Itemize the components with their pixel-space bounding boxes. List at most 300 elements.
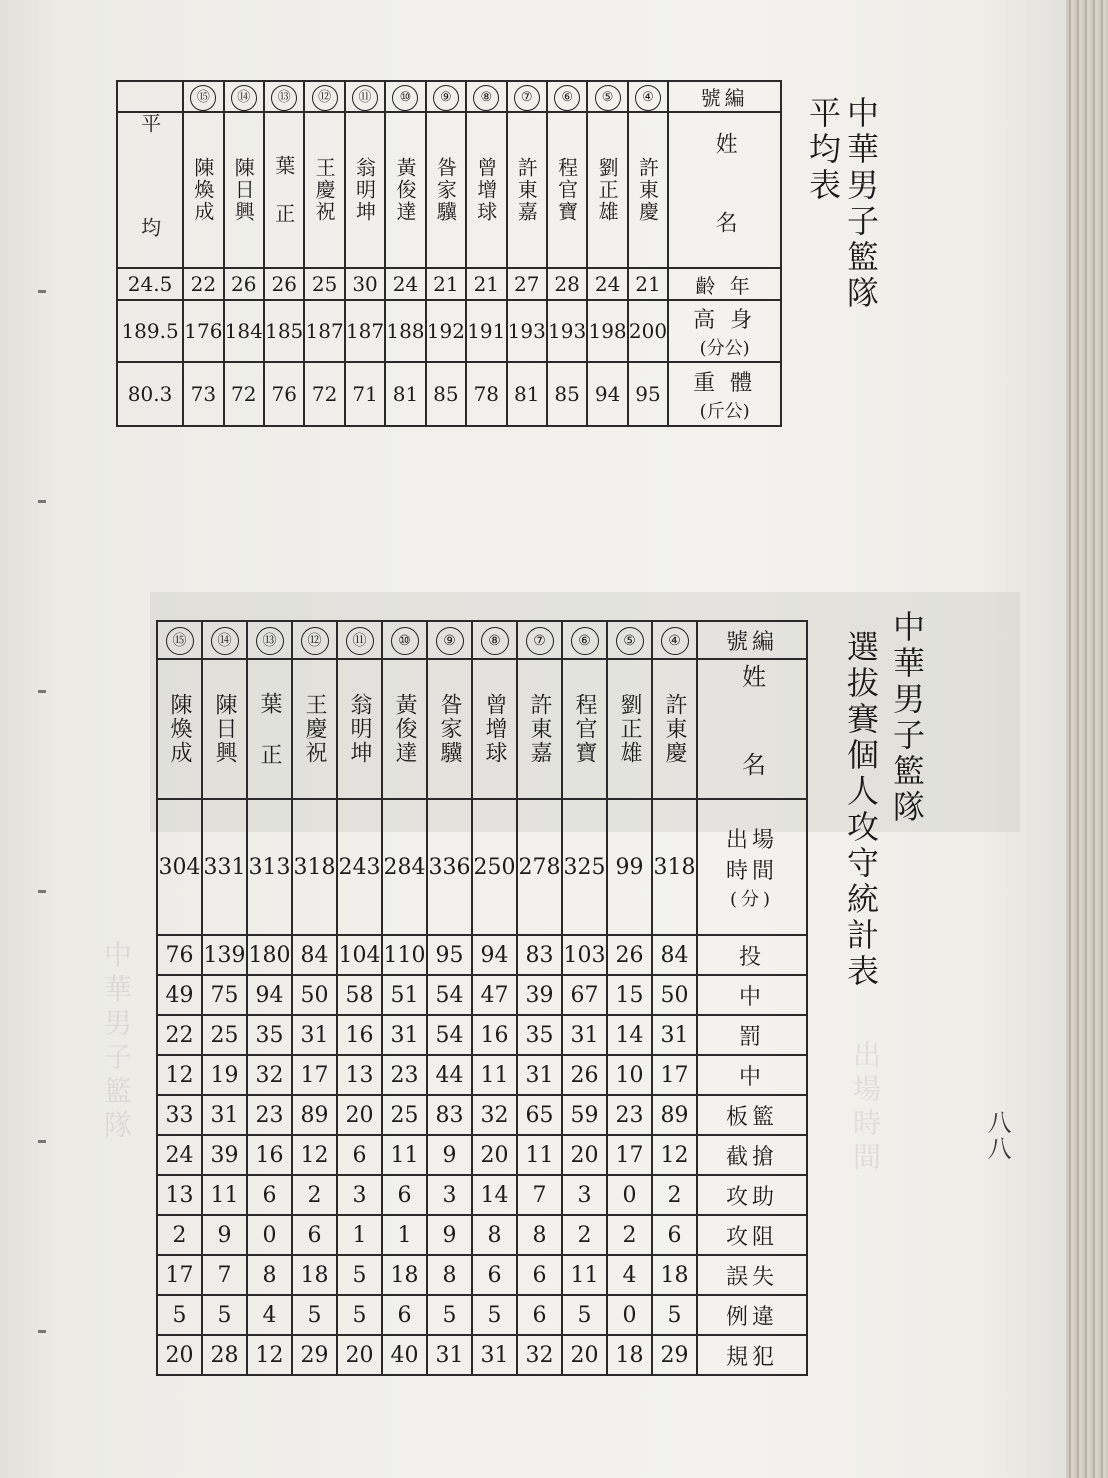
table2-stat-cell: 318 [652, 799, 697, 935]
table2-stat-cell: 2 [652, 1175, 697, 1215]
table2-stat-cell: 9 [427, 1215, 472, 1255]
table2-row-label-cell [697, 1055, 807, 1095]
table2-stat-cell: 2 [607, 1215, 652, 1255]
table1-title-line2: 平均表 [804, 96, 842, 204]
table2-stat-cell: 20 [337, 1335, 382, 1375]
table2-stat-cell: 6 [382, 1295, 427, 1335]
table2-name-label-cell [697, 659, 807, 799]
table2-row-label-cell [697, 975, 807, 1015]
table1-player-number-cell [183, 81, 223, 112]
table2-stat-cell: 29 [292, 1335, 337, 1375]
table2-stat-cell: 6 [472, 1255, 517, 1295]
player-number: ④ [661, 627, 689, 655]
table2-stat-cell: 35 [517, 1015, 562, 1055]
table2-stat-cell: 65 [517, 1095, 562, 1135]
table1-weight-cell: 72 [224, 362, 264, 426]
table1-height-cell: 187 [345, 300, 385, 362]
table2-stat-cell: 18 [382, 1255, 427, 1295]
table1-title-line1: 中華男子籃隊 [842, 96, 880, 312]
table2-stat-cell: 32 [517, 1335, 562, 1375]
table1-name-label: 姓 名 [712, 131, 738, 249]
page-edges [1066, 0, 1108, 1478]
table1-weight-cell: 85 [426, 362, 466, 426]
table1-weight-cell: 81 [507, 362, 547, 426]
table1-weight-unit: (斤公) [699, 400, 750, 422]
player-name: 陳日興 [212, 693, 237, 765]
table1-age-cell: 30 [345, 268, 385, 300]
table2-stat-cell: 6 [517, 1295, 562, 1335]
table2-stat-cell: 8 [517, 1215, 562, 1255]
table1-age-row [117, 268, 781, 300]
player-name: 昝家驥 [433, 157, 458, 223]
table2-stat-cell: 49 [157, 975, 202, 1015]
binding-stitch [38, 690, 46, 693]
table2-stat-cell: 32 [247, 1055, 292, 1095]
table2-title-line2: 選拔賽個人攻守統計表 [842, 630, 880, 990]
table2-stat-cell: 26 [607, 935, 652, 975]
player-name: 許東嘉 [514, 157, 539, 223]
table2-stat-cell: 6 [517, 1255, 562, 1295]
table2-row-label-cell [697, 1335, 807, 1375]
row-label: 攻阻 [725, 1224, 778, 1250]
table2-stat-cell: 54 [427, 975, 472, 1015]
table2-stat-cell: 83 [427, 1095, 472, 1135]
table1-player-name-cell [183, 112, 223, 268]
table2-stat-cell: 20 [337, 1095, 382, 1135]
table1-height-cell: 200 [628, 300, 668, 362]
player-number: ⑮ [166, 627, 194, 655]
binding-stitch [38, 1330, 46, 1333]
table2-stat-cell: 243 [337, 799, 382, 935]
player-name: 葉 正 [257, 691, 282, 767]
table2-player-name-cell [652, 659, 697, 799]
table2-stat-cell: 331 [202, 799, 247, 935]
player-name: 曾增球 [482, 693, 507, 765]
table2-stat-row [157, 799, 807, 935]
table2-stat-cell: 0 [607, 1175, 652, 1215]
row-label: 板籃 [725, 1104, 778, 1130]
table2-stat-cell: 47 [472, 975, 517, 1015]
table2-row-label-cell [697, 1135, 807, 1175]
average-table [116, 80, 782, 427]
table2-stat-cell: 3 [337, 1175, 382, 1215]
row-label: 例違 [725, 1304, 778, 1330]
table2-player-name-cell [607, 659, 652, 799]
table2-player-name-cell [292, 659, 337, 799]
table2-stat-row [157, 975, 807, 1015]
table1-player-name-cell [628, 112, 668, 268]
player-number: ⑭ [231, 85, 257, 111]
row-label: 中 [738, 1064, 765, 1090]
table1-name-label-cell [668, 112, 781, 268]
table2-stat-cell: 67 [562, 975, 607, 1015]
player-number: ⑦ [514, 85, 540, 111]
table2-player-number-cell [292, 621, 337, 659]
player-number: ⑬ [271, 85, 297, 111]
table2-stat-cell: 11 [472, 1055, 517, 1095]
table2-row-label-cell [697, 1255, 807, 1295]
table2-stat-cell: 75 [202, 975, 247, 1015]
table2-stat-cell: 8 [247, 1255, 292, 1295]
table2-stat-cell: 0 [607, 1295, 652, 1335]
table2-stat-cell: 4 [607, 1255, 652, 1295]
binding-stitch [38, 890, 46, 893]
table2-stat-cell: 18 [292, 1255, 337, 1295]
table2-stat-cell: 15 [607, 975, 652, 1015]
table2-stat-cell: 89 [652, 1095, 697, 1135]
table2-stat-cell: 2 [562, 1215, 607, 1255]
table2-stat-cell: 9 [427, 1135, 472, 1175]
bleed-through-text: 出場時間 [849, 1040, 882, 1176]
table2-player-number-cell [157, 621, 202, 659]
player-name: 王慶祝 [312, 157, 337, 223]
table2-stat-cell: 5 [652, 1295, 697, 1335]
player-name: 昝家驥 [437, 693, 462, 765]
table1-player-number-cell [587, 81, 627, 112]
table2-stat-cell: 250 [472, 799, 517, 935]
table2-row-label-cell [697, 1095, 807, 1135]
table1-player-name-cell [224, 112, 264, 268]
player-number: ⑧ [481, 627, 509, 655]
table2-stat-cell: 4 [247, 1295, 292, 1335]
table2-stat-cell: 1 [382, 1215, 427, 1255]
table1-player-name-cell [426, 112, 466, 268]
row-label-unit: (分) [729, 889, 775, 910]
table2-player-name-cell [382, 659, 427, 799]
table2-stat-cell: 18 [652, 1255, 697, 1295]
table2-stat-row [157, 1015, 807, 1055]
table1-player-number-cell [426, 81, 466, 112]
table2-player-name-cell [472, 659, 517, 799]
table2-stat-cell: 31 [517, 1055, 562, 1095]
table2-number-row [157, 621, 807, 659]
player-number: ⑪ [346, 627, 374, 655]
table2-stat-cell: 3 [427, 1175, 472, 1215]
row-label: 誤失 [725, 1264, 778, 1290]
table2-stat-cell: 18 [607, 1335, 652, 1375]
table1-weight-cell: 78 [466, 362, 506, 426]
table2-name-row [157, 659, 807, 799]
table2-stat-cell: 11 [517, 1135, 562, 1175]
table2-stat-row [157, 1255, 807, 1295]
player-name: 葉 正 [271, 155, 296, 225]
table1-player-number-cell [304, 81, 344, 112]
table2-stat-cell: 31 [202, 1095, 247, 1135]
table2-stat-cell: 2 [157, 1215, 202, 1255]
table2-stat-cell: 11 [382, 1135, 427, 1175]
player-name: 陳煥成 [167, 693, 192, 765]
player-name: 翁明坤 [352, 157, 377, 223]
table2-stat-cell: 20 [562, 1335, 607, 1375]
row-label: 投 [738, 944, 765, 970]
table1-height-label: 高 身 [693, 307, 757, 333]
table1-age-cell: 26 [264, 268, 304, 300]
table1-player-name-cell [304, 112, 344, 268]
table2-stat-cell: 5 [292, 1295, 337, 1335]
table2-stat-cell: 58 [337, 975, 382, 1015]
player-number: ⑤ [595, 85, 621, 111]
player-name: 程官寶 [554, 157, 579, 223]
table1-weight-cell: 81 [385, 362, 425, 426]
table2-stat-cell: 1 [337, 1215, 382, 1255]
table2-stat-cell: 10 [607, 1055, 652, 1095]
table1-player-number-cell [507, 81, 547, 112]
table2-row-label-cell [697, 1215, 807, 1255]
player-name: 許東嘉 [527, 693, 552, 765]
player-number: ⑥ [554, 85, 580, 111]
table2-stat-cell: 11 [562, 1255, 607, 1295]
table2-header-label: 號編 [697, 621, 807, 659]
table2-player-number-cell [427, 621, 472, 659]
bleed-through-text: 中華男子籃隊 [100, 940, 133, 1144]
table1-average-label: 平 均 [137, 113, 162, 267]
player-name: 劉正雄 [595, 157, 620, 223]
table2-stat-cell: 25 [382, 1095, 427, 1135]
table2-stat-cell: 32 [472, 1095, 517, 1135]
table1-number-row [117, 81, 781, 112]
player-number: ⑨ [433, 85, 459, 111]
table2-stat-cell: 12 [157, 1055, 202, 1095]
table2-stat-cell: 83 [517, 935, 562, 975]
table2-player-number-cell [472, 621, 517, 659]
table1-height-cell: 191 [466, 300, 506, 362]
table2-stat-cell: 24 [157, 1135, 202, 1175]
table1-player-name-cell [587, 112, 627, 268]
table2-stat-cell: 6 [382, 1175, 427, 1215]
table2-stat-cell: 95 [427, 935, 472, 975]
table1-average-weight: 80.3 [117, 362, 183, 426]
player-number: ⑨ [436, 627, 464, 655]
table2-stat-cell: 5 [202, 1295, 247, 1335]
table2-player-number-cell [517, 621, 562, 659]
table2-row-label-cell [697, 1295, 807, 1335]
table2-stat-cell: 11 [202, 1175, 247, 1215]
table1-age-cell: 21 [628, 268, 668, 300]
table1-weight-cell: 76 [264, 362, 304, 426]
table1-age-cell: 21 [466, 268, 506, 300]
table1-player-number-cell [466, 81, 506, 112]
table2-stat-cell: 19 [202, 1055, 247, 1095]
table2-row-label-cell [697, 1015, 807, 1055]
table2-player-name-cell [337, 659, 382, 799]
table2-stat-cell: 31 [562, 1015, 607, 1055]
table2-stat-cell: 31 [472, 1335, 517, 1375]
table2-stat-cell: 17 [652, 1055, 697, 1095]
table1-age-cell: 27 [507, 268, 547, 300]
statistics-table [156, 620, 808, 1376]
table2-stat-cell: 313 [247, 799, 292, 935]
table2-stat-cell: 3 [562, 1175, 607, 1215]
table2-stat-row [157, 1175, 807, 1215]
table2-stat-cell: 110 [382, 935, 427, 975]
table1-player-number-cell [264, 81, 304, 112]
table2-stat-cell: 84 [292, 935, 337, 975]
table2-stat-cell: 278 [517, 799, 562, 935]
table2-stat-cell: 33 [157, 1095, 202, 1135]
binding-stitch [38, 500, 46, 503]
table1-player-name-cell [466, 112, 506, 268]
table2-player-number-cell [382, 621, 427, 659]
row-label: 罰 [738, 1024, 765, 1050]
table2-stat-row [157, 1335, 807, 1375]
player-name: 劉正雄 [617, 693, 642, 765]
table1-blank-cell [117, 81, 183, 112]
table2-stat-row [157, 1215, 807, 1255]
table2-stat-cell: 5 [337, 1295, 382, 1335]
table2-stat-cell: 12 [247, 1335, 292, 1375]
table2-stat-row [157, 1055, 807, 1095]
table2-stat-cell: 13 [157, 1175, 202, 1215]
table1-height-cell: 192 [426, 300, 466, 362]
binding-stitch [38, 290, 46, 293]
table2-stat-cell: 50 [292, 975, 337, 1015]
table1-height-cell: 176 [183, 300, 223, 362]
table2-stat-cell: 318 [292, 799, 337, 935]
table2-stat-cell: 54 [427, 1015, 472, 1055]
table2-stat-cell: 25 [202, 1015, 247, 1055]
table1-player-name-cell [385, 112, 425, 268]
table2-stat-cell: 7 [517, 1175, 562, 1215]
table1-player-number-cell [345, 81, 385, 112]
table2-stat-cell: 23 [607, 1095, 652, 1135]
table2-stat-cell: 5 [337, 1255, 382, 1295]
table2-stat-cell: 139 [202, 935, 247, 975]
table2-stat-cell: 99 [607, 799, 652, 935]
table2-stat-cell: 22 [157, 1015, 202, 1055]
table1-height-cell: 193 [547, 300, 587, 362]
table1-height-cell: 187 [304, 300, 344, 362]
player-number: ⑤ [616, 627, 644, 655]
player-number: ⑫ [301, 627, 329, 655]
table2-stat-cell: 0 [247, 1215, 292, 1255]
table2-row-label-cell [697, 935, 807, 975]
table1-player-number-cell [628, 81, 668, 112]
player-number: ④ [635, 85, 661, 111]
player-name: 程官寶 [572, 693, 597, 765]
table2-stat-cell: 6 [652, 1215, 697, 1255]
table2-stat-cell: 7 [202, 1255, 247, 1295]
player-name: 翁明坤 [347, 693, 372, 765]
table2-player-number-cell [607, 621, 652, 659]
table2-stat-cell: 84 [652, 935, 697, 975]
table2-stat-cell: 31 [427, 1335, 472, 1375]
table1-weight-cell: 72 [304, 362, 344, 426]
table1-age-cell: 25 [304, 268, 344, 300]
table1-player-name-cell [507, 112, 547, 268]
table2-stat-cell: 59 [562, 1095, 607, 1135]
table1-player-name-cell [264, 112, 304, 268]
table2-player-name-cell [427, 659, 472, 799]
table1-height-cell: 185 [264, 300, 304, 362]
table2-stat-cell: 336 [427, 799, 472, 935]
table2-stat-cell: 180 [247, 935, 292, 975]
table2-stat-row [157, 1095, 807, 1135]
player-name: 陳日興 [231, 157, 256, 223]
table1-average-label-cell [117, 112, 183, 268]
table2-player-name-cell [517, 659, 562, 799]
player-number: ⑮ [190, 85, 216, 111]
player-number: ⑧ [473, 85, 499, 111]
table1-weight-label-cell [668, 362, 781, 426]
table2-stat-cell: 6 [337, 1135, 382, 1175]
table2-stat-cell: 13 [337, 1055, 382, 1095]
player-number: ⑬ [256, 627, 284, 655]
page-number: 八八 [983, 1110, 1011, 1162]
table2-stat-cell: 284 [382, 799, 427, 935]
player-number: ⑫ [312, 85, 338, 111]
table1-player-number-cell [547, 81, 587, 112]
row-label: 攻助 [725, 1184, 778, 1210]
table1-player-number-cell [224, 81, 264, 112]
player-name: 許東慶 [662, 693, 687, 765]
table2-player-number-cell [652, 621, 697, 659]
table2-stat-cell: 20 [472, 1135, 517, 1175]
player-name: 陳煥成 [190, 157, 215, 223]
table1-height-row [117, 300, 781, 362]
binding-stitch [38, 1140, 46, 1143]
table1-height-unit: (分公) [699, 337, 750, 359]
table2-stat-cell: 20 [157, 1335, 202, 1375]
player-name: 王慶祝 [302, 693, 327, 765]
player-number: ⑩ [392, 85, 418, 111]
table2-player-number-cell [562, 621, 607, 659]
player-name: 曾增球 [473, 157, 498, 223]
table2-stat-cell: 2 [292, 1175, 337, 1215]
table2-stat-cell: 6 [247, 1175, 292, 1215]
player-number: ⑩ [391, 627, 419, 655]
table2-stat-cell: 5 [562, 1295, 607, 1335]
table1-height-cell: 188 [385, 300, 425, 362]
table1-age-cell: 26 [224, 268, 264, 300]
table1-weight-cell: 85 [547, 362, 587, 426]
table1-weight-cell: 94 [587, 362, 627, 426]
table2-stat-cell: 94 [472, 935, 517, 975]
table2-stat-cell: 17 [292, 1055, 337, 1095]
row-label-main: 時間 [725, 859, 778, 884]
table1-age-cell: 24 [385, 268, 425, 300]
table2-stat-cell: 325 [562, 799, 607, 935]
row-label: 規犯 [725, 1344, 778, 1370]
table2-stat-cell: 44 [427, 1055, 472, 1095]
table1-player-name-cell [547, 112, 587, 268]
table2-stat-cell: 104 [337, 935, 382, 975]
table2-stat-cell: 76 [157, 935, 202, 975]
table1-weight-row [117, 362, 781, 426]
row-label: 截搶 [725, 1144, 778, 1170]
table2-stat-cell: 14 [607, 1015, 652, 1055]
table2-stat-cell: 103 [562, 935, 607, 975]
table2-stat-cell: 9 [202, 1215, 247, 1255]
table2-stat-cell: 5 [427, 1295, 472, 1335]
table2-player-name-cell [247, 659, 292, 799]
table2-stat-cell: 17 [157, 1255, 202, 1295]
table2-stat-cell: 28 [202, 1335, 247, 1375]
table2-stat-cell: 16 [247, 1135, 292, 1175]
table1-weight-cell: 71 [345, 362, 385, 426]
table2-row-label-cell [697, 1175, 807, 1215]
table2-stat-cell: 94 [247, 975, 292, 1015]
player-number: ⑦ [526, 627, 554, 655]
table2-title-line1: 中華男子籃隊 [888, 610, 926, 826]
table2-stat-cell: 23 [382, 1055, 427, 1095]
table2-stat-cell: 39 [202, 1135, 247, 1175]
table2-stat-cell: 12 [652, 1135, 697, 1175]
table2-stat-cell: 16 [472, 1015, 517, 1055]
player-name: 黃俊達 [392, 693, 417, 765]
table2-stat-cell: 8 [472, 1215, 517, 1255]
table1-weight-cell: 95 [628, 362, 668, 426]
table2-stat-cell: 5 [157, 1295, 202, 1335]
